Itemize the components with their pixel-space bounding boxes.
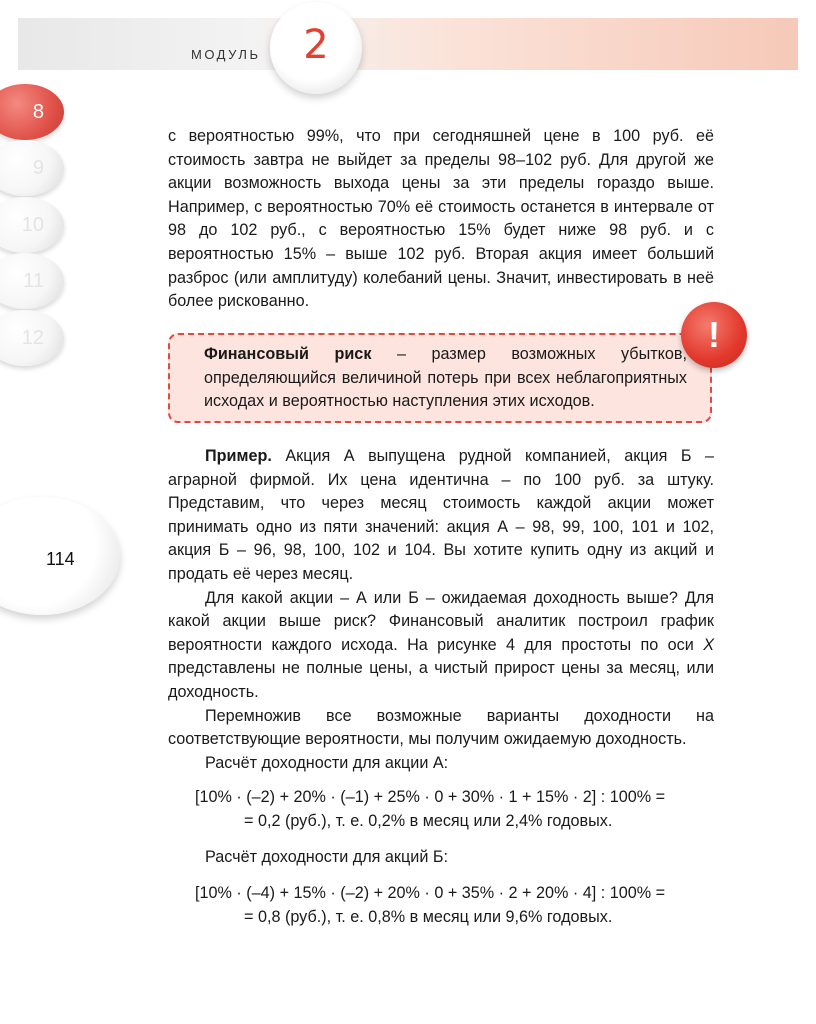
calc-b-heading: Расчёт доходности для акций Б: [205,848,448,866]
chapter-tab-label: 12 [21,326,44,349]
example-section [168,445,714,775]
definition-text [204,343,687,414]
exclamation-glyph: ! [708,314,720,355]
chapter-tab-label: 9 [32,156,44,179]
paragraph-risk-intro [168,125,714,314]
questions-text-start: Для какой акции – А или Б – ожидаемая доходность выше? Для какой акции выше риск? Финансовый аналитик построил график вероятности каждого исхода. На рисунке 4 для простоты по оси [168,588,714,654]
module-label: МОДУЛЬ [191,47,261,62]
formula-b [168,882,714,929]
chapter-tab-label: 8 [32,100,44,123]
example-lead: Пример. [205,447,272,465]
questions-text-end: представлены не полные цены, а чистый прирост цены за месяц, или доходность. [168,659,714,701]
axis-letter: X [703,635,714,654]
multiply-paragraph: Перемножив все возможные варианты доходности на соответствующие вероятности, мы получим ожидаемую доходность. [168,706,714,749]
page-number: 114 [46,549,75,569]
chapter-tab-11[interactable] [0,253,64,309]
example-text: Акция А выпущена рудной компанией, акция Б – аграрной фирмой. Их цена идентична – по 100 руб. за штуку. Представим, что через месяц стоимость каждой акции может принимать одно из пяти значений: акция А – 98, 99, 100, 101 и 102, акция Б – 96, 98, 100, 102 и 104. Вы хотите купить одну из акций и продать её через месяц. [168,447,714,583]
chapter-tab-label: 10 [21,213,44,236]
formula-a-line-2: = 0,2 (руб.), т. е. 0,2% в месяц или 2,4% годовых. [244,811,613,830]
questions-paragraph [168,587,714,705]
formula-a [168,786,714,833]
chapter-tab-label: 11 [23,269,44,292]
module-header-band [18,18,798,70]
module-number: 2 [303,22,329,68]
example-paragraph [168,445,714,587]
formula-a-line-1: [10% · (–2) + 20% · (–1) + 25% · 0 + 30% · 1 + 15% · 2] : 100% = [195,788,666,806]
module-number-badge [270,2,362,94]
chapter-tab-12[interactable] [0,310,64,366]
chapter-tab-10[interactable] [0,197,64,253]
calc-b-section [168,846,714,870]
calc-a-heading: Расчёт доходности для акции А: [205,753,449,772]
chapter-tab-9[interactable] [0,140,64,196]
formula-b-line-2: = 0,8 (руб.), т. е. 0,8% в месяц или 9,6% годовых. [244,907,613,926]
exclamation-icon [681,302,747,368]
formula-b-line-1: [10% · (–4) + 15% · (–2) + 20% · 0 + 35% · 2 + 20% · 4] : 100% = [195,884,666,902]
definition-body: – размер возможных убытков, определяющийся величиной потерь при всех неблагоприятных исходах и вероятностью наступления этих исходов. [204,345,687,411]
chapter-tab-8[interactable] [0,84,64,140]
paragraph-text: с вероятностью 99%, что при сегодняшней цене в 100 руб. её стоимость завтра не выйдет за пределы 98–102 руб. Для другой же акции возможность выхода цены за эти пределы гораздо выше. Например, с вероятностью 70% её стоимость останется в интервале от 98 до 102 руб., с вероятностью 15% будет ниже 98 руб. и с вероятностью 15% – выше 102 руб. Вторая акция имеет больший разброс (или амплитуду) колебаний цены. Значит, инвестировать в неё более рискованно. [168,127,714,311]
definition-term: Финансовый риск [204,345,372,363]
